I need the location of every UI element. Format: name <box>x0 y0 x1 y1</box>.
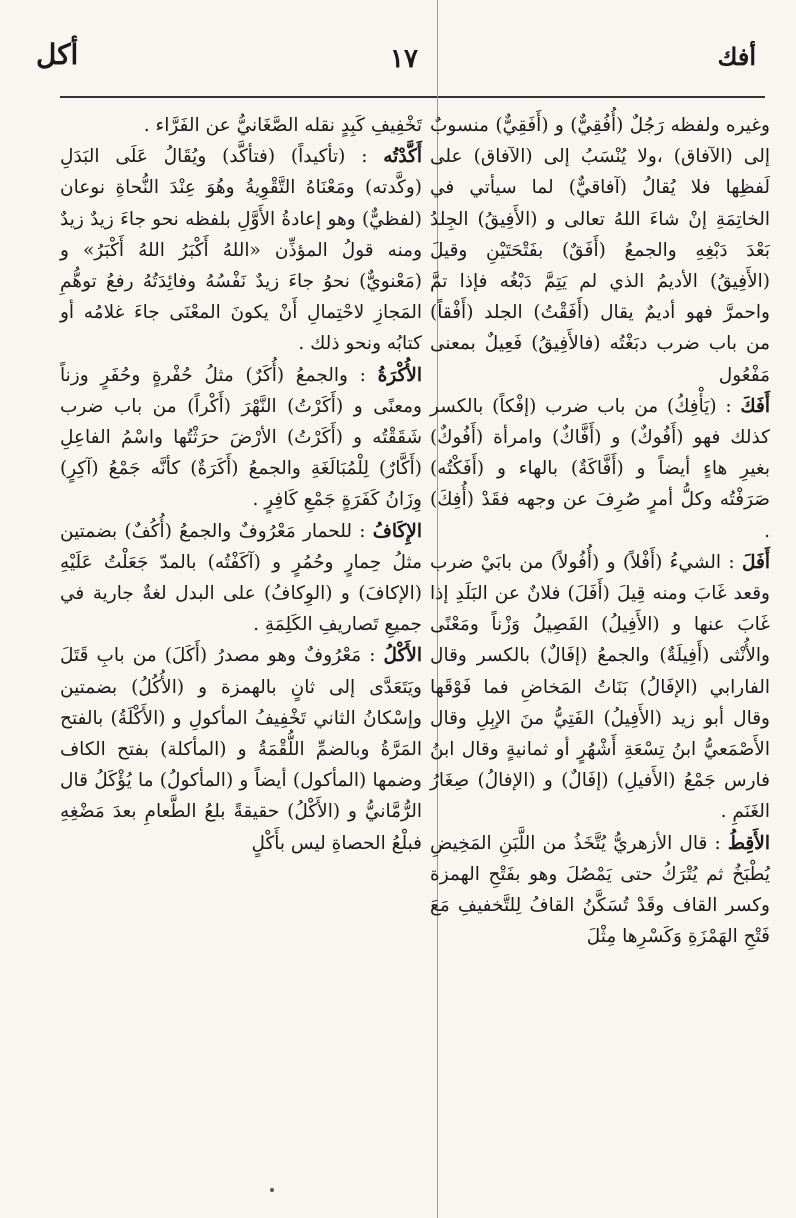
entry-headword: الإِكَافُ <box>372 520 422 542</box>
entry-text: : مَعْرُوفٌ وهو مصدرُ (أَكَلَ) من بابِ قَتَلَ ويَتَعَدَّى إلى ثانٍ بالهمزة و (الأُكُلُ) بضمتين وإسْكانُ الثاني تَخْفِيفُ المأكولِ و (الأَكْلَةُ) بالفتح المَرَّةُ وبالضمِّ اللُّقْمَةُ و (المأكلة) بفتح الكاف وضمها (المأكول) أيضاً و (المأكولُ) ما يُؤْكَلُ قال الرُّمَّانيُّ و (الأَكْلُ) حقيقةً بلعُ الطَّعامِ بعدَ مَضْغِهِ فبلْعُ الحصاةِ ليس بأَكْلٍ <box>60 645 422 854</box>
entry-headword: الأَكْلُ <box>383 645 422 667</box>
entry-headword: أَكَّدْتُه <box>383 146 422 168</box>
entry-afal <box>430 547 770 828</box>
entry-text: : قال الأزهريُّ يُتَّخَذُ من اللَّبَنِ المَخِيضِ يُطْبَخُ ثم يُتْرَكُ حتى يَمْصُلَ وهو بفَتْحِ الهمزة وكسر القاف وقَدْ تُسَكَّنُ القافُ لِلتَّخفيفِ مَعَ فَتْحِ الهَمْزَةِ وَكَسْرِها مِثْلَ <box>430 832 770 948</box>
entry-headword: الأَقِطُ <box>727 832 770 854</box>
running-headword-left: أكل <box>36 38 79 71</box>
page-header <box>0 38 796 98</box>
entry-text: : والجمعُ (أُكَرٌ) مثلُ حُفْرةٍ وحُفَرٍ وزناً ومعنًى و (أَكَرْتُ) النَّهْرَ (أَكْراً) من باب ضرب شَقَقْتُه و (أَكَرْتُ) الأرْضَ حرَثْتُها واسْمُ الفاعِلِ (أَكَّارٌ) لِلْمُبَالَغَةِ والجمعُ (أَكَرَةٌ) كأنَّه جَمْعُ (آكِرٍ) وِزَانُ كَفَرَةٍ جَمْعِ كَافِرٍ . <box>60 364 422 511</box>
entry-text: وغيره ولفظه رَجُلٌ (أُفُقِيٌّ) و (أَفَقِيٌّ) منسوبٌ إلى (الآفاق) ،ولا يُنْسَبُ إلى (الآفاق) على لَفظِها فلا يُقالُ (آفاقيٌّ) لما سيأتي في الخاتِمَةِ إنْ شاءَ اللهُ تعالى و (الأَفِيقُ) الجِلدُ بَعْدَ دَبْغِهِ والجمعُ (أَفَقٌ) بفَتْحَتَيْنِ وقيلَ (الأَفِيقُ) الأديمُ الذي لم يَتِمَّ دَبْغُه فإذا تمَّ واحمرَّ فهو أديمٌ يقال (أَفَقْتُ) الجلد (أَفْقاً) من باب ضرب دبَغْتُه (فالأَفِيقُ) فَعِيلٌ بمعنى مَفْعُول <box>430 115 770 386</box>
entry-text: : للحمار مَعْرُوفٌ والجمعُ (أُكُفٌ) بضمتين مثلُ حِمارٍ وحُمُرٍ و (آكَفْتُه) بالمدّ جَعَلْتُ عَلَيْهِ (الإكافَ) و (الوِكافُ) على البدل لغةٌ جارية في جميعِ تَصاريفِ الكَلِمَةِ . <box>60 520 422 636</box>
entry-akkadtuh <box>60 141 422 359</box>
entry-text: تَخْفِيفِ كَبِدٍ نقله الصَّغَانيُّ عن الفَرَّاء . <box>143 115 422 136</box>
entry-text: : (تأكيداً) (فتأكَّد) ويُقَالُ عَلَى البَدَلِ (وكَّدته) ومَعْنَاهُ التَّقْوِيةُ وهُوَ عِنْدَ النُّحاةِ نوعان (لفظيٌّ) وهو إعادةُ الأَوَّلِ بلفظه نحو جاءَ زيدٌ زيدٌ ومنه قولُ المؤذِّن «اللهُ أَكْبَرُ اللهُ أَكْبَرُ» و (مَعْنويٌّ) نحوُ جاءَ زيدٌ نَفْسُهُ وفائِدَتُهُ رفعُ توهُّمِ المَجازِ لاحْتِمالِ أَنْ يكونَ المعْنَى جاءَ غلامُه أو كتابُه ونحو ذلك . <box>60 146 422 355</box>
entry-headword: أَفَلَ <box>741 551 770 573</box>
entry-headword: الأُكْرَةُ <box>377 364 422 386</box>
left-column <box>60 110 422 859</box>
entry-akl <box>60 640 422 858</box>
header-rule <box>60 96 765 98</box>
entry-headword: أَفَكَ <box>740 395 770 417</box>
entry-ikaf <box>60 516 422 641</box>
entry-afaq-continuation <box>430 110 770 391</box>
ink-speck <box>270 1188 274 1192</box>
entry-text: : الشيءُ (أَفْلاً) و (أُفُولاً) من بابَيْ ضرب وقعد غَابَ ومنه قِيلَ (أَفَلَ) فلانٌ عن البَلَدِ إذا غَابَ عنها و (الأَفِيلُ) الفَصِيلُ وَزْناً ومَعْنًى والأُنْثى (أَفِيلَةٌ) والجمعُ (إفَالٌ) بالكسر وقال الفارابي (الإفَالُ) بَنَاتُ المَخاضِ فما فَوْقَها وقال أبو زيد (الأَفِيلُ) الفَتِيُّ منَ الإبِلِ وقال الأَصْمَعيُّ ابنُ تِسْعَةِ أَشْهُرٍ أو ثمانيةٍ وقال ابنُ فارس جَمْعُ (الأَفيلِ) (إفَالٌ) و (الإفالُ) صِغَارُ الغَنَمِ . <box>430 551 770 823</box>
entry-aqit <box>430 828 770 953</box>
entry-ukra <box>60 360 422 516</box>
running-headword-right: أفك <box>717 42 756 71</box>
entry-afak <box>430 391 770 547</box>
right-column <box>430 110 770 952</box>
page-number: ١٧ <box>390 44 418 74</box>
entry-continuation <box>60 110 422 141</box>
entry-text: : (يَأْفِكُ) من باب ضرب (إفْكاً) بالكسر كذلك فهو (أَفُوكٌ) و (أَفَّاكٌ) وامرأة (أَفُوكٌ) بغيرِ هاءٍ أيضاً و (أَفَّاكَةٌ) بالهاء و (أَفَكْتُه) صَرَفْتُه وكلُّ أمرٍ صُرِفَ عن وجهه فقَدْ (أُفِكَ) . <box>430 395 770 542</box>
